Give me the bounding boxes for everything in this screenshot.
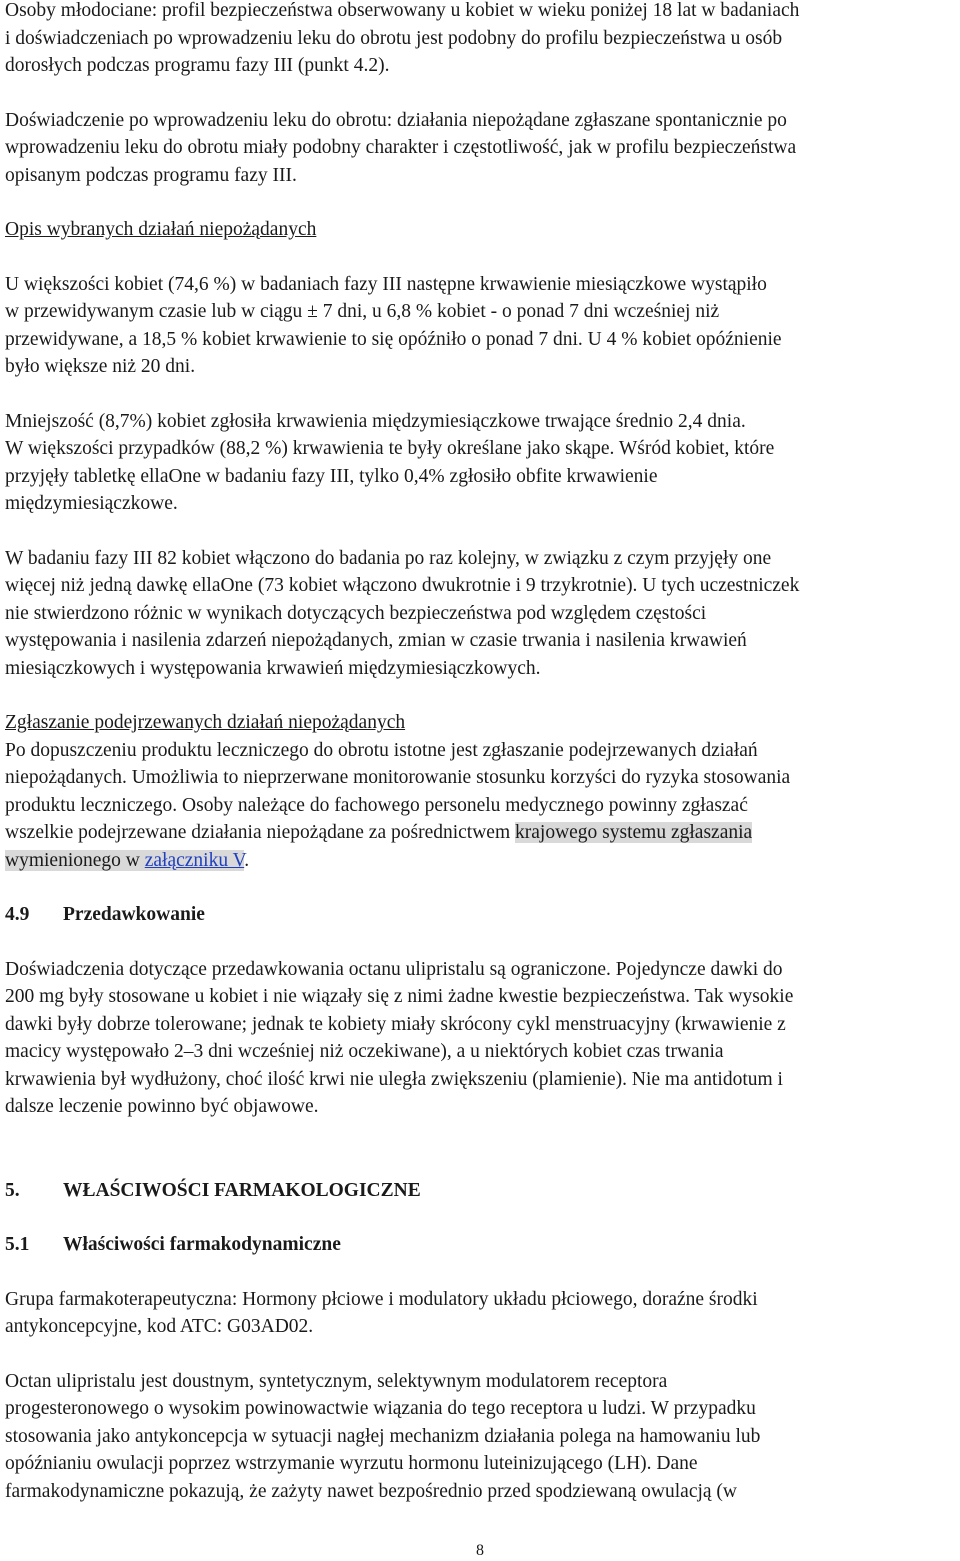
highlighted-text: krajowego systemu zgłaszania: [515, 822, 753, 843]
text-line: produktu leczniczego. Osoby należące do fachowego personelu medycznego powinny zgłaszać: [5, 794, 748, 816]
text-segment: wszelkie podejrzewane działania niepożądane za pośrednictwem: [5, 822, 515, 843]
text-line: 200 mg były stosowane u kobiet i nie wiązały się z nimi żadne kwestie bezpieczeństwa. Tak wysokie: [5, 986, 794, 1007]
paragraph-postmarketing: [5, 107, 955, 190]
text-line: progesteronowego o wysokim powinowactwie wiązania do tego receptora u ludzi. W przypadku: [5, 1398, 756, 1419]
text-line: farmakodynamiczne pokazują, że zażyty nawet bezpośrednio przed spodziewaną owulacją (w: [5, 1480, 737, 1502]
text-line: niepożądanych. Umożliwia to nieprzerwane monitorowanie stosunku korzyści do ryzyka stosowania: [5, 767, 791, 788]
text-line: [5, 847, 955, 875]
section-number: 4.9: [5, 904, 30, 925]
text-line: U większości kobiet (74,6 %) w badaniach fazy III następne krwawienie miesiączkowe wystąpiło: [5, 273, 767, 295]
section-heading-4-9: [5, 901, 955, 929]
subheading-selected-adverse-reactions: [5, 216, 955, 244]
text-line: antykoncepcyjne, kod ATC: G03AD02.: [5, 1316, 314, 1337]
paragraph-mechanism: [5, 1368, 955, 1506]
text-line: Doświadczenie po wprowadzeniu leku do obrotu: działania niepożądane zgłaszane spontanicznie po: [5, 109, 787, 131]
text-line: nie stwierdzono różnic w wynikach dotyczących bezpieczeństwa pod względem częstości: [5, 602, 707, 624]
text-line: Doświadczenia dotyczące przedawkowania octanu ulipristalu są ograniczone. Pojedyncze dawki do: [5, 958, 783, 980]
text-line: miesiączkowych i występowania krwawień międzymiesiączkowych.: [5, 657, 541, 679]
text-line: W badaniu fazy III 82 kobiet włączono do badania po raz kolejny, w związku z czym przyjęły one: [5, 547, 772, 569]
subheading-reporting: Zgłaszanie podejrzewanych działań niepożądanych: [5, 712, 406, 733]
section-number: 5.: [5, 1179, 20, 1201]
text-segment: wymienionego w: [5, 849, 145, 871]
text-line: dalsze leczenie powinno być objawowe.: [5, 1096, 319, 1117]
text-line: opóźnianiu owulacji poprzez wstrzymanie wyrzutu hormonu luteinizującego (LH). Dane: [5, 1453, 698, 1474]
section-title: WŁAŚCIWOŚCI FARMAKOLOGICZNE: [63, 1179, 421, 1201]
text-segment: .: [244, 849, 250, 871]
section-heading-5-1: [5, 1231, 955, 1259]
text-line: W większości przypadków (88,2 %) krwawienia te były określane jako skąpe. Wśród kobiet, które: [5, 438, 775, 459]
text-line: Grupa farmakoterapeutyczna: Hormony płciowe i modulatory układu płciowego, doraźne środki: [5, 1288, 758, 1310]
paragraph-adolescents: [5, 0, 955, 80]
text-line: Octan ulipristalu jest doustnym, syntetycznym, selektywnym modulatorem receptora: [5, 1370, 668, 1392]
paragraph-pharmacotherapeutic-group: [5, 1286, 955, 1341]
text-line: Mniejszość (8,7%) kobiet zgłosiła krwawienia międzymiesiączkowe trwające średnio 2,4 dnia.: [5, 410, 746, 432]
paragraph-menstrual-bleeding: [5, 271, 955, 381]
text-line: Po dopuszczeniu produktu leczniczego do obrotu istotne jest zgłaszanie podejrzewanych działań: [5, 739, 758, 761]
text-line: więcej niż jedną dawkę ellaOne (73 kobiet włączono dwukrotnie i 9 trzykrotnie). U tych uczestniczek: [5, 575, 800, 596]
section-title: Właściwości farmakodynamiczne: [63, 1234, 341, 1255]
paragraph-intermenstrual-bleeding: [5, 408, 955, 518]
paragraph-reporting: [5, 709, 955, 874]
paragraph-repeat-use: [5, 545, 955, 683]
text-line: dawki były dobrze tolerowane; jednak te kobiety miały skrócony cykl menstruacyjny (krwawienie z: [5, 1013, 786, 1035]
text-line: było większe niż 20 dni.: [5, 356, 196, 377]
document-page: [5, 0, 955, 1505]
section-heading-5: [5, 1177, 955, 1205]
subheading-text: Opis wybranych działań niepożądanych: [5, 219, 317, 240]
section-number: 5.1: [5, 1234, 30, 1255]
text-line: [5, 819, 955, 847]
text-line: w przewidywanym czasie lub w ciągu ± 7 dni, u 6,8 % kobiet - o ponad 7 dni wcześniej niż: [5, 301, 720, 322]
text-line: opisanym podczas programu fazy III.: [5, 164, 297, 186]
paragraph-overdose: [5, 956, 955, 1121]
text-line: stosowania jako antykoncepcja w sytuacji nagłej mechanizm działania polega na hamowaniu lub: [5, 1425, 761, 1447]
text-line: macicy występowało 2–3 dni wcześniej niż oczekiwane), a u niektórych kobiet czas trwania: [5, 1041, 724, 1062]
text-line: międzymiesiączkowe.: [5, 493, 178, 514]
annex-v-link[interactable]: załączniku V: [144, 849, 245, 871]
highlighted-text: [5, 850, 244, 871]
page-number: 8: [476, 1542, 484, 1559]
text-line: występowania i nasilenia zdarzeń niepożądanych, zmian w czasie trwania i nasilenia krwawień: [5, 630, 747, 651]
text-line: i doświadczeniach po wprowadzeniu leku do obrotu jest podobny do profilu bezpieczeństwa u osób: [5, 27, 783, 49]
text-line: dorosłych podczas programu fazy III (punkt 4.2).: [5, 55, 390, 76]
text-line: przyjęły tabletkę ellaOne w badaniu fazy III, tylko 0,4% zgłosiło obfite krwawienie: [5, 465, 658, 487]
text-line: krwawienia był wydłużony, choć ilość krwi nie uległa zwiększeniu (plamienie). Nie ma antidotum i: [5, 1068, 783, 1090]
text-line: przewidywane, a 18,5 % kobiet krwawienie to się opóźniło o ponad 7 dni. U 4 % kobiet opóźnienie: [5, 328, 782, 350]
text-line: Osoby młodociane: profil bezpieczeństwa obserwowany u kobiet w wieku poniżej 18 lat w badaniach: [5, 0, 800, 21]
section-title: Przedawkowanie: [63, 904, 205, 925]
text-line: wprowadzeniu leku do obrotu miały podobny charakter i częstotliwość, jak w profilu bezpieczeństwa: [5, 137, 797, 158]
